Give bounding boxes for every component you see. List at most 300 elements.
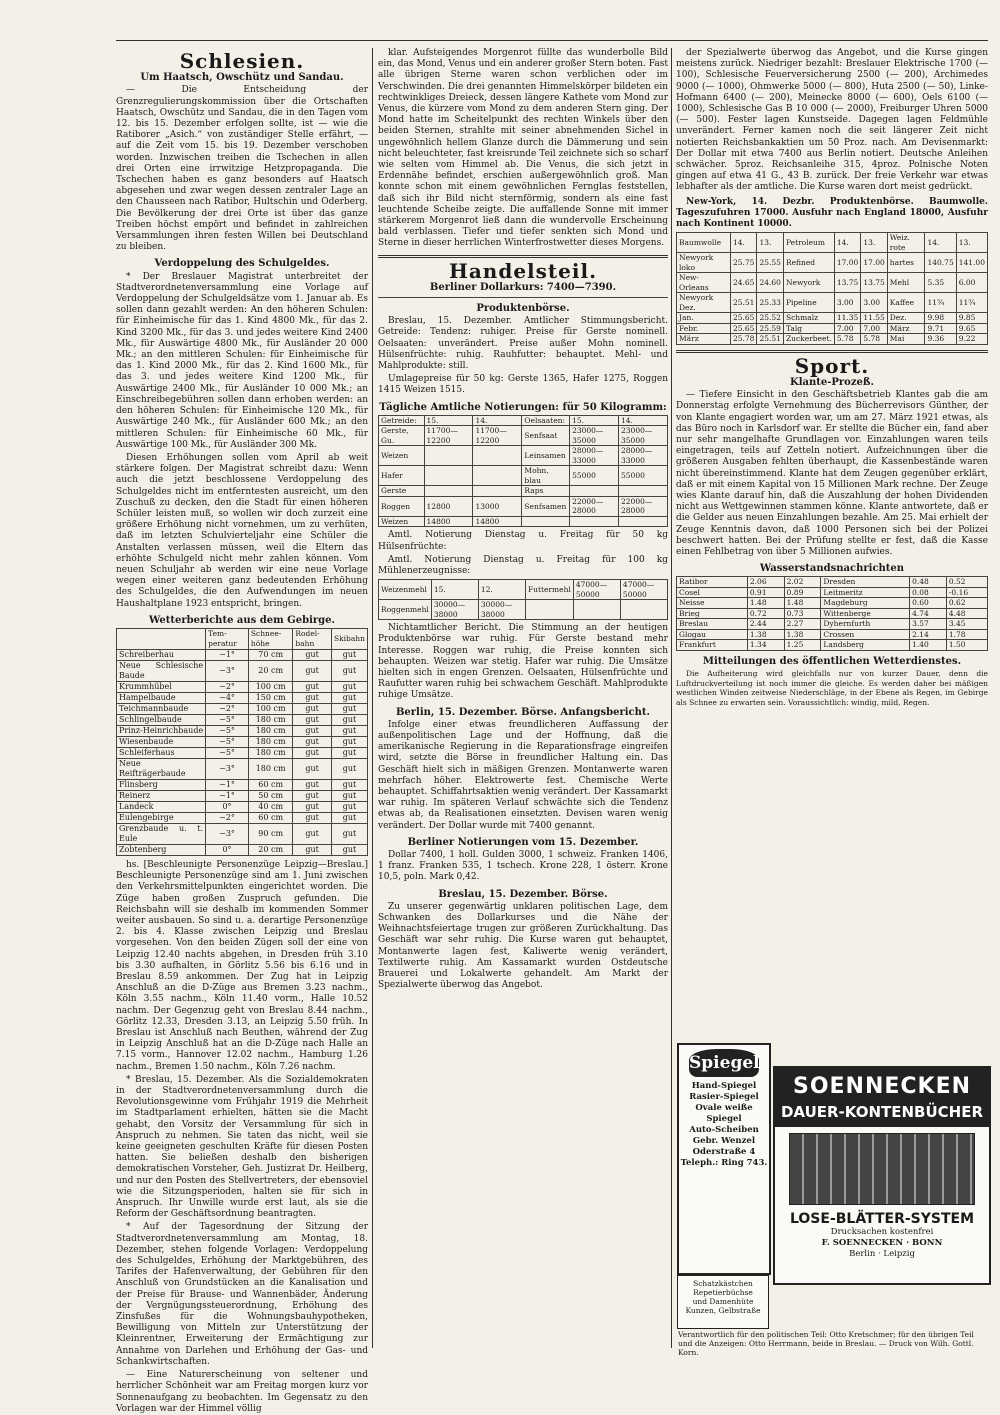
table-cell: 0.73	[784, 608, 821, 619]
table-row	[117, 692, 368, 703]
ad-line: Schatzkästchen	[693, 1279, 753, 1288]
table-cell: 47000—50000	[620, 580, 667, 600]
dollar-rate: Berliner Dollarkurs: 7400—7390.	[429, 281, 617, 293]
table-cell: 0.62	[946, 598, 987, 609]
table-cell: 5.35	[925, 273, 956, 293]
ad-line: Repetierbüchse	[693, 1288, 753, 1297]
table-cell: 0.48	[910, 577, 947, 588]
table-cell: 30000—38000	[431, 600, 478, 620]
ad-line: Kunzen, Gelbstraße	[685, 1306, 761, 1315]
table-cell: 1.38	[784, 629, 821, 640]
table-row	[677, 233, 988, 253]
table-cell: Mohn, blau	[522, 466, 570, 486]
table-cell: Brieg	[677, 608, 748, 619]
table-cell: 1.38	[747, 629, 784, 640]
table-cell: Hampelbaude	[117, 692, 206, 703]
table-cell: hartes	[887, 253, 925, 273]
table-cell: Gerste, Gu.	[379, 426, 425, 446]
ad-subline: Drucksachen kostenfrei	[830, 1227, 934, 1237]
table-cell: 13.75	[861, 273, 887, 293]
water-levels-heading: Wasserstandsnachrichten	[759, 563, 905, 575]
table-row	[379, 426, 668, 446]
spiegel-advertisement	[677, 1043, 771, 1275]
flour-prices-table	[378, 579, 668, 620]
table-cell: gut	[293, 747, 332, 758]
article-paragraph: * Breslau, 15. Dezember. Als die Sozialdemokraten in der Stadtverordnetenversammlung durch die Revolutionsgewinne vom Frühjahr 1919 die Mehrheit im Stadtparlament erhielten, hätten sie die Macht gehabt, den Vorsitz der Versammlung für sich in Anspruch zu nehmen. Sie taten das nicht, weil sie keine geeigneten geschulten Kräfte für diesen Posten hatten. Sie beließen deshalb den bisherigen demokratischen Vorsteher, Geh. Justizrat Dr. Heilberg, und nur den Posten des Stellvertreters, der ebensoviel wie die Sitzungsperioden, halten sie für sich in Anspruch. Ihr Unwille wurde erst laut, als sie die Reform der Geschäftsordnung beantragten.	[116, 1074, 368, 1220]
table-cell: −4°	[206, 692, 249, 703]
table-cell: 2.14	[910, 629, 947, 640]
table-cell: 22000—28000	[570, 496, 619, 516]
table-cell: Roggen	[379, 496, 425, 516]
table-cell: -0.16	[946, 587, 987, 598]
table-cell: Krummhübel	[117, 681, 206, 692]
table-cell: gut	[331, 681, 367, 692]
table-cell: 13.	[757, 233, 783, 253]
table-cell: Weiz. rote	[887, 233, 925, 253]
table-cell: Weizen	[379, 516, 425, 527]
table-cell: 1.48	[784, 598, 821, 609]
table-cell: 22000—28000	[619, 496, 668, 516]
table-cell: Febr.	[677, 323, 731, 334]
table-row	[677, 619, 988, 630]
table-cell: 70 cm	[248, 649, 292, 660]
table-cell: 1.50	[946, 640, 987, 651]
table-cell: 24.65	[730, 273, 756, 293]
table-cell: 24.60	[757, 273, 783, 293]
table-cell: Mehl	[887, 273, 925, 293]
table-cell: gut	[293, 681, 332, 692]
table-cell: −2°	[206, 812, 249, 823]
table-cell: 2.27	[784, 619, 821, 630]
table-cell: Refined	[783, 253, 834, 273]
article-paragraph: — Die Entscheidung der Grenzregulierungskommission über die Ortschaften Haatsch, Owschütz und Sandau, die in den Tagen vom 12. bis 15. Dezember erfolgen sollte, ist — wie die Ratiborer „Asich.“ von zuständiger Stelle erfährt, — auf die Zeit vom 15. bis 19. Dezember verschoben worden. Inzwischen treiben die Tschechen in allen drei Orten eine irrwitzige Hetzpropaganda. Die Tschechen haben es ganz besonders auf Haatsch abgesehen und zwar wegen dessen zentraler Lage an den Chausseen nach Ratibor, Hultschin und Oderberg. Die Bevölkerung der drei Orte ist über das ganze Treiben höchst empört und befindet in zahlreichen Versammlungen ihren festen Willen bei Deutschland zu bleiben.	[116, 85, 368, 253]
article-heading: Klante-Prozeß.	[790, 376, 874, 388]
ad-title: Spiegel	[689, 1049, 759, 1077]
table-cell: gut	[293, 714, 332, 725]
table-cell: 11¾	[956, 293, 987, 313]
table-cell: 90 cm	[248, 823, 292, 844]
table-cell: 6.00	[956, 273, 987, 293]
table-row	[117, 649, 368, 660]
table-row	[677, 293, 988, 313]
table-cell: Schreiberhau	[117, 649, 206, 660]
table-cell: 25.55	[757, 253, 783, 273]
table-cell	[424, 486, 473, 497]
table-cell: 30000—38000	[478, 600, 525, 620]
table-cell: Futtermehl	[525, 580, 573, 600]
article-paragraph: Diesen Erhöhungen sollen vom April ab weit stärkere folgen. Der Magistrat schreibt dazu: Wenn auch die jetzt beschlossene Verdoppelung des Schulgeldes nicht im entferntesten ausreicht, um den Zuschuß zu decken, den die Stadt für einen höheren Schüler leisten muß, so wollen wir doch zurzeit eine größere Erhöhung nicht vornehmen, um zu verhüten, daß im letzten Schulvierteljahr eine Schüler die Anstalten verlassen müssen, weil die Eltern das erhöhte Schulgeld nicht mehr zahlen können. Vom neuen Schuljahr ab werden wir eine neue Vorlage wegen einer weiteren ganz bedeutenden Erhöhung des Schulgeldes, die den Aufwendungen im neuen Haushaltplane 1923 entspricht, bringen.	[116, 452, 368, 609]
table-cell	[424, 446, 473, 466]
article-paragraph: Zu unserer gegenwärtig unklaren politischen Lage, dem Schwanken des Dollarkurses und die Nähe der Weihnachtsfeiertage trugen zur größeren Zurückhaltung. Das Geschäft war sehr ruhig. Die Kurse waren gut behauptet, Montanwerte lagen fest, Kaliwerte wenig verändert, Textilwerte ruhig. Am Kassamarkt wurden Ostdeutsche Brauerei und Lokalwerte gehandelt. Am Markt der Spezialwerte überwog das Angebot.	[378, 901, 668, 991]
small-advertisement	[677, 1275, 769, 1329]
table-cell	[619, 516, 668, 527]
table-row	[117, 844, 368, 855]
table-cell: gut	[293, 844, 332, 855]
table-cell: 11700—12200	[473, 426, 522, 446]
table-cell	[473, 446, 522, 466]
table-cell: 55000	[619, 466, 668, 486]
table-cell: 23000—35000	[570, 426, 619, 446]
table-cell: gut	[293, 790, 332, 801]
table-cell: Talg	[783, 323, 834, 334]
section-title-schlesien: Schlesien.	[179, 49, 305, 73]
table-cell: Weizenmehl	[379, 580, 432, 600]
table-cell: 9.71	[925, 323, 956, 334]
table-cell: Eulengebirge	[117, 812, 206, 823]
table-cell: Landsberg	[821, 640, 910, 651]
table-cell: 3.57	[910, 619, 947, 630]
divider	[378, 255, 668, 258]
table-row	[117, 703, 368, 714]
table-cell: 0.52	[946, 577, 987, 588]
table-cell: 3.45	[946, 619, 987, 630]
table-cell: −5°	[206, 714, 249, 725]
table-cell: Roggenmehl	[379, 600, 432, 620]
article-paragraph: Amtl. Notierung Dienstag u. Freitag für 100 kg Mühlenerzeugnisse:	[378, 554, 668, 576]
table-cell: 180 cm	[248, 725, 292, 736]
table-cell: −3°	[206, 823, 249, 844]
table-cell: Wiesenbaude	[117, 736, 206, 747]
water-levels-table	[676, 576, 988, 651]
table-cell: März	[887, 323, 925, 334]
table-title: Tägliche Amtliche Notierungen: für 50 Kilogramm:	[379, 401, 667, 413]
table-cell: 180 cm	[248, 714, 292, 725]
table-cell: 100 cm	[248, 703, 292, 714]
table-cell: 40 cm	[248, 801, 292, 812]
table-cell: Crossen	[821, 629, 910, 640]
table-row	[379, 580, 668, 600]
table-row	[117, 736, 368, 747]
table-cell: 13.	[861, 233, 887, 253]
table-cell: 13.	[956, 233, 987, 253]
article-paragraph: — Tiefere Einsicht in den Geschäftsbetrieb Klantes gab die am Donnerstag erfolgte Vernehmung des Bücherrevisors Günther, der von Klante engagiert worden war, um am 27. März 1921 etwas, als das Büro noch in Karlsdorf war. Er stellte die Bücher ein, fand aber nur sehr mangelhafte Grundlagen vor. Einzahlungen waren teils eingetragen, teils auf Zetteln notiert. Aufzeichnungen über die größeren Ausgaben fehlten überhaupt, die Kassenbestände waren nicht übereinstimmend. Klante hat dem Zeugen gegenüber erklärt, daß er mit einem Kapital von 15 Millionen Mark rechne. Der Zeuge wies Klante darauf hin, daß die Auszahlung der hohen Dividenden nicht aus Wettgewinnen stammen könne. Klante antwortete, daß er die Gelder aus neuen Einzahlungen bezahle. Am 25. Mai erhielt der Zeuge Kenntnis davon, daß 1000 Personen sich bei der Polizei beschwert hatten. Bei der Prüfung stellte er fest, daß die Kasse einen Fehlbetrag von über 5 Millionen aufwies.	[676, 390, 988, 557]
table-cell: Kaffee	[887, 293, 925, 313]
article-heading: Berliner Notierungen vom 15. Dezember.	[407, 836, 639, 848]
table-cell: 28000—33000	[619, 446, 668, 466]
table-cell: gut	[331, 747, 367, 758]
table-cell: 0.89	[784, 587, 821, 598]
table-cell: gut	[331, 844, 367, 855]
table-row	[677, 629, 988, 640]
table-cell: gut	[331, 812, 367, 823]
table-cell: 12.	[478, 580, 525, 600]
article-paragraph: * Auf der Tagesordnung der Sitzung der Stadtverordnetenversammlung am Montag, 18. Dezember, stehen folgende Vorlagen: Verdoppelung des Schulgeldes, Erhöhung der Marktgebühren, des Tarifes der Hafenverwaltung, der Gebühren für den Anschluß von Grundstücken an die Kanalisation und der Preise für Brause- und Wannenbäder, Änderung der Vergnügungssteuerordnung, Erhöhung des Zinsfußes für die Wohnungsbauhypotheken, Bewilligung von Mitteln zur Unterstützung der Kleinrentner, Erweiterung der Ermächtigung zur Annahme von Darlehen und Erhöhung der Gas- und Schankwirtschaften.	[116, 1222, 368, 1367]
table-cell	[473, 486, 522, 497]
article-heading: Berlin, 15. Dezember. Börse. Anfangsbericht.	[395, 706, 651, 718]
table-cell: 28000—33000	[570, 446, 619, 466]
table-cell: gut	[331, 790, 367, 801]
table-cell: 0.08	[910, 587, 947, 598]
table-cell: 25.65	[730, 323, 756, 334]
ad-line: Oderstraße 4	[692, 1147, 756, 1157]
table-cell: 50 cm	[248, 790, 292, 801]
top-rule	[116, 40, 988, 41]
table-cell: 14800	[424, 516, 473, 527]
table-cell: gut	[293, 801, 332, 812]
article-paragraph: Dollar 7400, 1 holl. Gulden 3000, 1 schweiz. Franken 1406, 1 franz. Franken 535, 1 tschech. Krone 228, 1 österr. Krone 10,5, poln. Mark 0,42.	[378, 850, 668, 883]
article-heading: Breslau, 15. Dezember. Börse.	[438, 888, 608, 900]
table-cell: 1.78	[946, 629, 987, 640]
table-cell	[570, 486, 619, 497]
table-cell: Petroleum	[783, 233, 834, 253]
table-cell: −1°	[206, 649, 249, 660]
table-cell: Flinsberg	[117, 779, 206, 790]
table-cell: Oelsaaten:	[522, 415, 570, 426]
table-cell: Baumwolle	[677, 233, 731, 253]
article-paragraph: hs. [Beschleunigte Personenzüge Leipzig—Breslau.] Beschleunigte Personenzüge sind am 1. Juni zwischen den Verkehrsmittelpunkten eingerichtet worden. Die Züge haben großen Zuspruch gefunden. Die Reichsbahn will sie deshalb im kommenden Sommer weiter ausbauen. So sind u. a. derartige Personenzüge 2. bis 4. Klasse zwischen Leipzig und Breslau vorgesehen. Von den beiden Zügen soll der eine von Leipzig 12.40 nachts abgehen, in Dresden früh 3.10 bis 3.30 aufhalten, in Görlitz 5.56 bis 6.16 und in Breslau 8.59 ankommen. Der Zug hat in Leipzig Anschluß an die D-Züge aus Bremen 3.23 nachm., Köln 3.55 nachm., Köln 11.40 vorm., Halle 10.52 nachm. Der Gegenzug geht von Breslau 8.44 nachm., Görlitz 12.33, Dresden 3.13, an Leipzig 5.50 früh. In Breslau ist Anschluß nach Beuthen, während der Zug in Leipzig Anschluß hat an die D-Züge nach Halle an 7.15 vorm., Hannover 12.02 nachm., Hamburg 1.26 nachm., Bremen 1.50 nachm., Köln 7.26 nachm.	[116, 859, 368, 1072]
table-cell: gut	[293, 703, 332, 714]
table-cell: 55000	[570, 466, 619, 486]
table-cell: gut	[293, 692, 332, 703]
table-row	[677, 323, 988, 334]
column-rule-2	[671, 48, 672, 1348]
table-cell: 23000—35000	[619, 426, 668, 446]
table-cell: Zobtenberg	[117, 844, 206, 855]
table-row	[677, 598, 988, 609]
table-cell: 9.22	[956, 334, 987, 345]
table-row	[379, 466, 668, 486]
table-cell: gut	[331, 714, 367, 725]
column-2	[378, 48, 668, 1348]
table-cell: 2.44	[747, 619, 784, 630]
newyork-market-table	[676, 232, 988, 345]
table-cell: 0.91	[747, 587, 784, 598]
table-cell: 20 cm	[248, 844, 292, 855]
table-cell: Dresden	[821, 577, 910, 588]
table-cell: 60 cm	[248, 779, 292, 790]
article-paragraph: Nichtamtlicher Bericht. Die Stimmung an der heutigen Produktenbörse war ruhig. Für Gerste bestand mehr Interesse. Roggen war ruhig, die Preise konnten sich behaupten. Weizen war stetig. Hafer war ruhig. Die Umsätze hielten sich in engen Grenzen. Oelsaaten, Hülsenfrüchte und Raufutter waren ruhig bei schwachem Geschäft. Mahlprodukte ruhige Umsätze.	[378, 623, 668, 701]
table-cell: 12800	[424, 496, 473, 516]
table-cell: gut	[331, 725, 367, 736]
ad-line: Ovale weiße Spiegel	[695, 1103, 753, 1124]
table-cell: −2°	[206, 703, 249, 714]
table-row	[677, 334, 988, 345]
table-cell	[473, 466, 522, 486]
article-paragraph: Infolge einer etwas freundlicheren Auffassung der außenpolitischen Lage und der Hoffnung, daß die amerikanische Regierung in die Reparationsfrage eingreifen wird, setzte die Börse in freundlicher Haltung ein. Das Geschäft hielt sich in mäßigen Grenzen. Montanwerte waren mehrfach höher. Elektrowerte fest. Chemische Werte behauptet. Schiffahrtsaktien wenig verändert. Der Kassamarkt war ruhig. Im späteren Verlauf schwächte sich die Tendenz etwas ab, da Realisationen einsetzten. Devisen waren wenig verändert. Der Dollar wurde mit 7400 genannt.	[378, 719, 668, 831]
table-cell: 47000—50000	[573, 580, 620, 600]
article-paragraph: Umlagepreise für 50 kg: Gerste 1365, Hafer 1275, Roggen 1415 Weizen 1515.	[378, 374, 668, 396]
divider	[676, 350, 988, 353]
table-cell: −3°	[206, 758, 249, 779]
weather-service-text: Die Aufheiterung wird gleichfalls nur von kurzer Dauer, denn die Luftdruckverteilung ist noch immer die gleiche. Es werden daher bei mäßigen westlichen Winden zeitweise Niederschläge, in der Ebene als Regen, im Gebirge als Schnee zu erwarten sein. Voraussichtlich: windig, mild, Regen.	[676, 669, 988, 707]
table-cell: Newyork Dez.	[677, 293, 731, 313]
column-header: Skibahn	[331, 628, 367, 649]
section-title-handelsteil: Handelsteil.	[448, 258, 598, 283]
table-cell: 15.	[424, 415, 473, 426]
table-cell: Dez.	[887, 313, 925, 324]
table-row	[379, 496, 668, 516]
table-row	[677, 587, 988, 598]
table-cell: −2°	[206, 681, 249, 692]
table-row	[379, 516, 668, 527]
table-cell: 180 cm	[248, 747, 292, 758]
article-paragraph: — Eine Naturerscheinung von seltener und herrlicher Schönheit war am Freitag morgen kurz vor Sonnenaufgang zu beobachten. Im Gegensatz zu den Vorlagen war der Himmel völlig	[116, 1370, 368, 1414]
table-cell: 0°	[206, 801, 249, 812]
ad-line: Teleph.: Ring 743.	[680, 1158, 768, 1168]
table-cell: 5.78	[834, 334, 860, 345]
table-cell: 3.00	[834, 293, 860, 313]
table-cell: 180 cm	[248, 758, 292, 779]
column-header: Schnee-höhe	[248, 628, 292, 649]
table-cell: New-Orleans	[677, 273, 731, 293]
table-cell: 1.34	[747, 640, 784, 651]
table-cell: 11.35	[834, 313, 860, 324]
table-cell: 25.51	[730, 293, 756, 313]
mountain-weather-table	[116, 628, 368, 856]
ad-line: Rasier-Spiegel	[689, 1092, 759, 1102]
table-cell: 100 cm	[248, 681, 292, 692]
table-cell: Reinerz	[117, 790, 206, 801]
table-row	[117, 758, 368, 779]
column-header: Tem-peratur	[206, 628, 249, 649]
table-cell: gut	[331, 779, 367, 790]
table-cell: 14.	[473, 415, 522, 426]
table-cell: gut	[331, 660, 367, 681]
table-cell: 11700—12200	[424, 426, 473, 446]
table-row	[379, 486, 668, 497]
table-cell: 14.	[730, 233, 756, 253]
table-row	[379, 600, 668, 620]
ad-system: LOSE-BLÄTTER-SYSTEM	[789, 1211, 975, 1227]
table-row	[117, 714, 368, 725]
table-row	[677, 577, 988, 588]
table-cell: gut	[331, 736, 367, 747]
table-cell: 3.00	[861, 293, 887, 313]
table-cell: 140.75	[925, 253, 956, 273]
table-cell: 25.33	[757, 293, 783, 313]
table-cell: 150 cm	[248, 692, 292, 703]
table-cell: Schmalz	[783, 313, 834, 324]
table-cell: 17.00	[861, 253, 887, 273]
table-cell: 14.	[834, 233, 860, 253]
table-row	[677, 273, 988, 293]
table-cell: gut	[331, 692, 367, 703]
table-cell: Senfsaat	[522, 426, 570, 446]
table-cell: 15.	[431, 580, 478, 600]
weather-report-heading: Wetterberichte aus dem Gebirge.	[149, 614, 335, 626]
table-cell: 7.00	[861, 323, 887, 334]
table-row	[117, 747, 368, 758]
table-cell: −5°	[206, 736, 249, 747]
table-cell: gut	[293, 779, 332, 790]
table-cell: 25.78	[730, 334, 756, 345]
ad-line: Gebr. Wenzel	[692, 1136, 756, 1146]
table-cell: Ratibor	[677, 577, 748, 588]
table-cell: Weizen	[379, 446, 425, 466]
table-row	[117, 779, 368, 790]
article-paragraph: * Der Breslauer Magistrat unterbreitet der Stadtverordnetenversammlung eine Vorlage auf Verdoppelung der Schulgeldsätze vom 1. Januar ab. Es sollen dann gezahlt werden: An den höheren Schulen: für Einheimische für das 1. Kind 4800 Mk., für das 2. Kind 3200 Mk., für das 3. und jedes weitere Kind 2400 Mk., für Auswärtige 4800 Mk., für Ausländer 20 000 Mk.; an den mittleren Schulen: für Einheimische für das 1. Kind 2000 Mk., für das 2. Kind 1600 Mk., für das 3. und jedes weitere Kind 1200 Mk., für Auswärtige 2400 Mk., für Ausländer 10 000 Mk.; an Einschreibegebühren sollen dann erhoben werden: an den höheren Schulen: für Einheimische 120 Mk., für Auswärtige 240 Mk., für Ausländer 600 Mk.; an den mittleren Schulen: für Einheimische 60 Mk., für Auswärtige 100 Mk., für Ausländer 300 Mk.	[116, 271, 368, 450]
table-cell: 14800	[473, 516, 522, 527]
table-cell: Schlingelbaude	[117, 714, 206, 725]
table-cell: Hafer	[379, 466, 425, 486]
table-cell: Neue Schlesische Baude	[117, 660, 206, 681]
article-heading: Um Haatsch, Owschütz und Sandau.	[140, 72, 344, 84]
weather-service-heading: Mitteilungen des öffentlichen Wetterdienstes.	[702, 655, 962, 667]
table-cell: 9.85	[956, 313, 987, 324]
article-paragraph: der Spezialwerte überwog das Angebot, und die Kurse gingen meistens zurück. Niedriger bezahlt: Breslauer Elektrische 1700 (— 100), Schlesische Feuerversicherung 2500 (— 200), Archimedes 9000 (— 1000), Ohmwerke 5000 (— 800), Huta 2500 (— 50), Linke-Hofmann 6400 (— 200), Meinecke 8000 (— 600), Oels 6100 (— 1000), Schlesische Gas B 10 000 (— 2000), Freiburger Uhren 5000 (— 500). Fester lagen Kunstseide. Dagegen lagen Feldmühle unverändert. Ferner kamen noch die seit längerer Zeit nicht notierten Reichsbankaktien um 50 Proz. nach. Am Devisenmarkt: Der Dollar mit etwa 7400 aus Berlin notiert. Deutsche Anleihen schwächer. 5proz. Reichsanleihe 315, 4proz. Polnische Noten gingen auf etwa 41 G., 43 B. zurück. Der freie Verkehr war etwas lebhafter als der amtliche. Die Kurse waren dort meist gedrückt.	[676, 48, 988, 193]
table-cell: 0.60	[910, 598, 947, 609]
table-cell: gut	[331, 703, 367, 714]
table-cell	[424, 466, 473, 486]
table-cell: gut	[293, 823, 332, 844]
table-cell: 14.	[925, 233, 956, 253]
table-row	[117, 823, 368, 844]
table-cell: gut	[293, 736, 332, 747]
table-cell: Senfsamen	[522, 496, 570, 516]
table-cell: gut	[331, 801, 367, 812]
table-cell: −5°	[206, 747, 249, 758]
table-cell: 0°	[206, 844, 249, 855]
table-cell: Grenzbaude u. t. Eule	[117, 823, 206, 844]
table-cell: Neisse	[677, 598, 748, 609]
table-cell: Newyork	[783, 273, 834, 293]
table-cell: 1.25	[784, 640, 821, 651]
column-header	[117, 628, 206, 649]
table-cell	[619, 486, 668, 497]
table-cell: Zuckerbeet.	[783, 334, 834, 345]
soennecken-advertisement	[773, 1066, 991, 1285]
column-header: Rodel-bahn	[293, 628, 332, 649]
ad-line: und Damenhüte	[692, 1297, 754, 1306]
table-cell: 9.98	[925, 313, 956, 324]
table-cell	[620, 600, 667, 620]
divider	[378, 297, 668, 298]
table-cell: 25.52	[757, 313, 783, 324]
table-cell: Glogau	[677, 629, 748, 640]
table-cell: 25.75	[730, 253, 756, 273]
ad-line: Auto-Scheiben	[689, 1125, 759, 1135]
table-cell: 1.48	[747, 598, 784, 609]
table-cell: Schleiferhaus	[117, 747, 206, 758]
table-row	[677, 253, 988, 273]
table-cell: Getreide:	[379, 415, 425, 426]
table-row	[677, 608, 988, 619]
table-cell: 9.65	[956, 323, 987, 334]
table-cell: 2.06	[747, 577, 784, 588]
table-cell: Leitmeritz	[821, 587, 910, 598]
table-cell: Leinsamen	[522, 446, 570, 466]
newyork-heading: New-York, 14. Dezbr. Produktenbörse. Baumwolle. Tageszufuhren 17000. Ausfuhr nach England 18000, Ausfuhr nach Kontinent 10000.	[676, 196, 988, 230]
table-cell: 11¾	[925, 293, 956, 313]
column-rule-1	[372, 48, 373, 1348]
table-cell: gut	[331, 649, 367, 660]
table-cell: 9.36	[925, 334, 956, 345]
table-cell	[522, 516, 570, 527]
table-cell: 15.	[570, 415, 619, 426]
table-cell: Dyhernfurth	[821, 619, 910, 630]
ad-cities: Berlin · Leipzig	[849, 1249, 915, 1259]
table-cell: Pipeline	[783, 293, 834, 313]
table-cell: Teichmannbaude	[117, 703, 206, 714]
table-cell: 17.00	[834, 253, 860, 273]
table-cell: 180 cm	[248, 736, 292, 747]
table-row	[117, 790, 368, 801]
table-cell: Gerste	[379, 486, 425, 497]
table-cell: Breslau	[677, 619, 748, 630]
table-row	[117, 801, 368, 812]
article-heading: Verdoppelung des Schulgeldes.	[154, 258, 330, 270]
table-cell: 7.00	[834, 323, 860, 334]
section-title-sport: Sport.	[794, 353, 870, 378]
table-cell: Neue Reifträgerbaude	[117, 758, 206, 779]
table-cell: 1.40	[910, 640, 947, 651]
article-heading: Produktenbörse.	[476, 303, 570, 315]
table-cell: gut	[293, 660, 332, 681]
article-paragraph: Amtl. Notierung Dienstag u. Freitag für 50 kg Hülsenfrüchte:	[378, 530, 668, 552]
table-cell: −3°	[206, 660, 249, 681]
table-cell: Jan.	[677, 313, 731, 324]
table-cell: März	[677, 334, 731, 345]
